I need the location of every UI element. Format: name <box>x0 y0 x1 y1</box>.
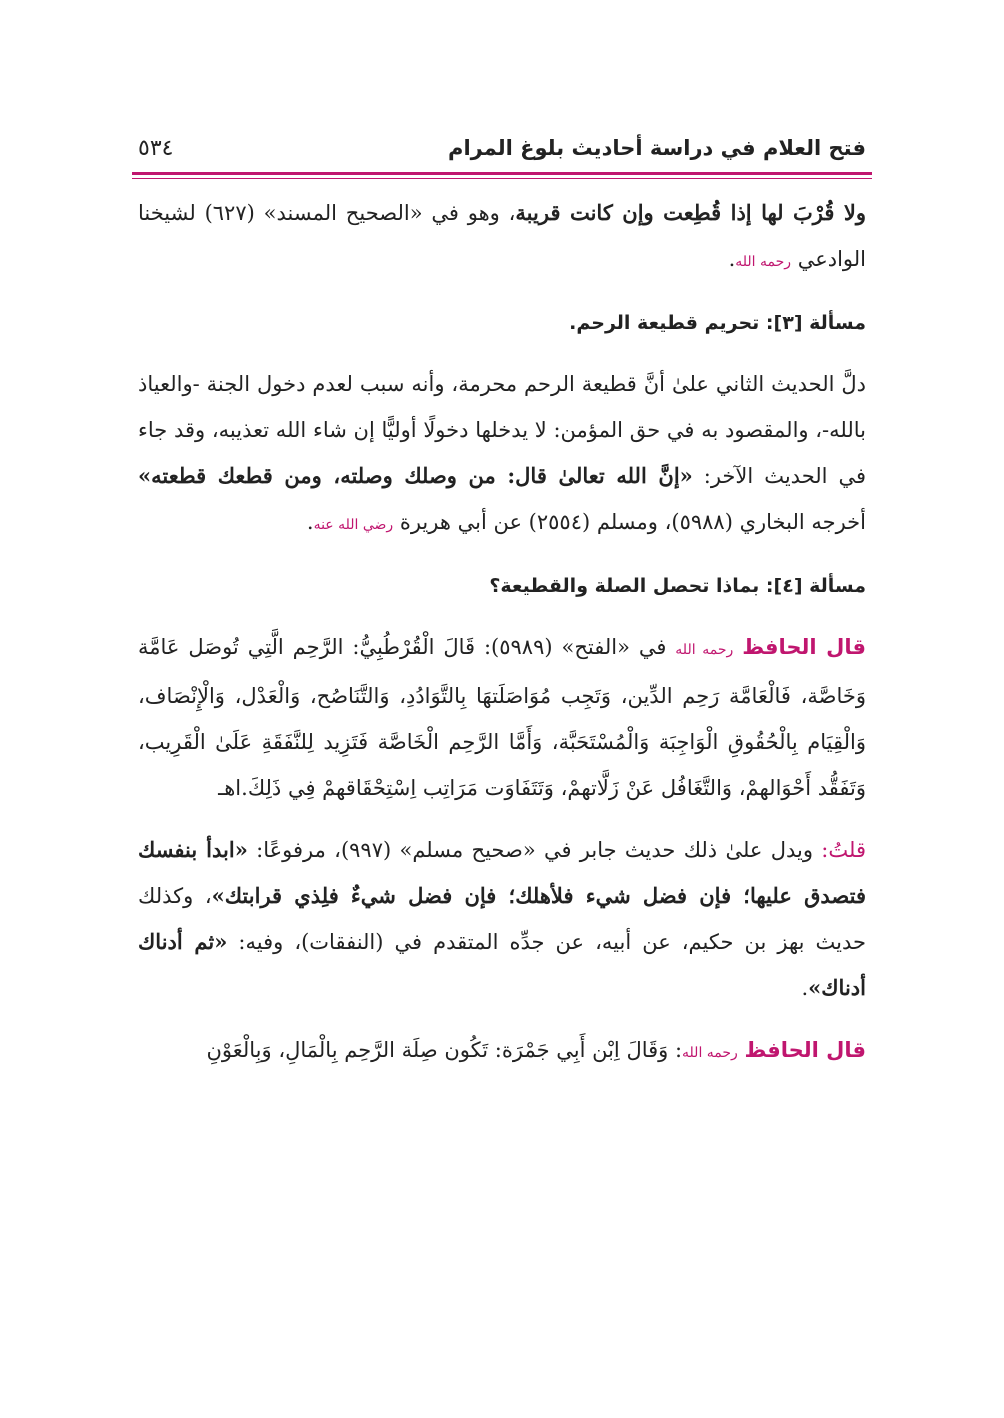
book-title: فتح العلام في دراسة أحاديث بلوغ المرام <box>448 136 866 160</box>
paragraph-4: قلتُ: ويدل علىٰ ذلك حديث جابر في «صحيح مسلم» (٩٩٧)، مرفوعًا: «ابدأ بنفسك فتصدق عليها؛ فإن فضل شيء فلأهلك؛ فإن فضل شيءٌ فلِذي قرابتك»، وكذلك حديث بهز بن حكيم، عن أبيه، عن جدِّه المتقدم في (النفقات)، وفيه: «ثم أدناك أدناك». <box>138 837 866 1000</box>
honorific: رحمه الله <box>675 642 734 658</box>
issue-title: تحريم قطيعة الرحم. <box>569 312 766 334</box>
section-heading-3 <box>138 301 866 345</box>
honorific: رضي الله عنه <box>313 517 394 533</box>
source-title: «الفتح» <box>561 635 630 659</box>
running-header <box>138 128 866 168</box>
hadith-quote-2: «ثم أدناك أدناك» <box>138 929 866 1000</box>
paragraph-3: قال الحافظ رحمه الله في «الفتح» (٥٩٨٩): قَالَ الْقُرْطُبِيُّ: الرَّحِم الَّتِي تُوصَل عَامَّة وَخَاصَّة، فَالْعَامَّة رَحِم الدِّين، وَتَجِب مُوَاصَلَتهَا بِالتَّوَادُدِ، وَالتَّنَاصُح، وَالْعَدْل، وَالْإِنْصَاف، وَالْقِيَام بِالْحُقُوقِ الْوَاجِبَة وَالْمُسْتَحَبَّة، وَأَمَّا الرَّحِم الْخَاصَّة فَتَزِيد لِلنَّفَقَةِ عَلَىٰ الْقَرِيب، وَتَفَقُّد أَحْوَالهمْ، وَالتَّغَافُل عَنْ زَلَّاتهمْ، وَتَتَفَاوَت مَرَاتِب اِسْتِحْقَاقهمْ فِي ذَلِكَ.اهـ <box>138 635 866 800</box>
paragraph-5: قال الحافظ رحمه الله: وَقَالَ اِبْن أَبِي جَمْرَة: تَكُون صِلَة الرَّحِم بِالْمَالِ، وَبِالْعَوْنِ <box>206 1038 866 1062</box>
issue-label: مسألة [٤]: <box>765 575 866 597</box>
issue-label: مسألة [٣]: <box>765 312 866 334</box>
source-title: «صحيح مسلم» <box>399 838 536 862</box>
section-heading-4 <box>138 564 866 608</box>
speaker-label: قال الحافظ <box>742 635 866 659</box>
paragraph-1: ولا قُرْبَ لها إذا قُطِعت وإن كانت قريبة، وهو في «الصحيح المسند» (٦٢٧) لشيخنا الوادعي رحمه الله. <box>138 200 867 271</box>
hadith-quote: ولا قُرْبَ لها إذا قُطِعت وإن كانت قريبة <box>515 200 867 225</box>
header-rule-thin <box>132 178 872 179</box>
source-title: «الصحيح المسند» <box>263 201 423 225</box>
page-number: ٥٣٤ <box>138 135 174 161</box>
hadith-quote: «ابدأ بنفسك فتصدق عليها؛ فإن فضل شيء فلأهلك؛ فإن فضل شيءٌ فلِذي قرابتك» <box>138 837 866 908</box>
qultu-label: قلتُ: <box>821 838 866 862</box>
header-rule-thick <box>132 172 872 175</box>
honorific: رحمه الله <box>682 1045 738 1061</box>
page-body <box>138 190 866 1076</box>
speaker-label: قال الحافظ <box>744 1038 866 1062</box>
honorific: رحمه الله <box>735 254 792 270</box>
paragraph-2: دلَّ الحديث الثاني علىٰ أنَّ قطيعة الرحم محرمة، وأنه سبب لعدم دخول الجنة -والعياذ بالله-، والمقصود به في حق المؤمن: لا يدخلها دخولًا أوليًّا إن شاء الله تعذيبه، وقد جاء في الحديث الآخر: «إنَّ الله تعالىٰ قال: من وصلك وصلته، ومن قطعك قطعته» أخرجه البخاري (٥٩٨٨)، ومسلم (٢٥٥٤) عن أبي هريرة رضي الله عنه. <box>138 372 866 534</box>
hadith-quote: «إنَّ الله تعالىٰ قال: من وصلك وصلته، ومن قطعك قطعته» <box>138 463 693 488</box>
issue-title: بماذا تحصل الصلة والقطيعة؟ <box>489 575 766 597</box>
